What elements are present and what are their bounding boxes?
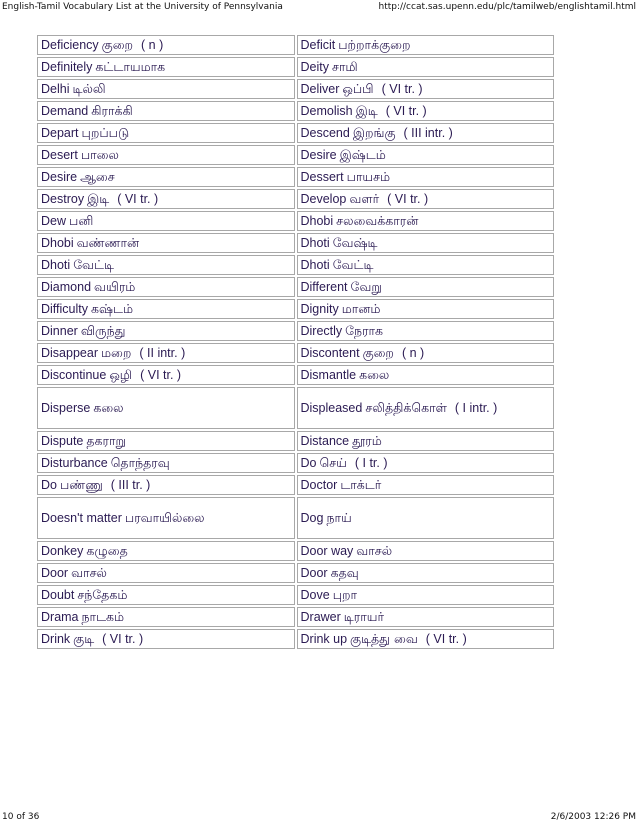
tamil-word: ஒழி: [109, 367, 133, 382]
grammar-note: ( VI tr. ): [140, 368, 182, 382]
table-row: [37, 101, 554, 121]
english-word: Directly: [300, 324, 343, 338]
tamil-word: ஆசை: [80, 169, 115, 184]
table-row: [37, 365, 554, 385]
table-row: [37, 255, 554, 275]
vocabulary-table-body: [37, 35, 554, 649]
tamil-word: குடித்து வை: [350, 631, 418, 646]
grammar-note: ( III intr. ): [403, 126, 453, 140]
english-word: Demolish: [300, 104, 353, 118]
table-row: [37, 145, 554, 165]
vocab-entry: [297, 255, 555, 275]
english-word: Distance: [300, 434, 350, 448]
vocab-entry: [37, 79, 295, 99]
grammar-note: ( VI tr. ): [117, 192, 159, 206]
tamil-word: வயிரம்: [94, 279, 136, 294]
table-row: [37, 343, 554, 363]
english-word: Demand: [41, 104, 89, 118]
english-word: Dismantle: [300, 368, 357, 382]
english-word: Desire: [300, 148, 337, 162]
vocab-entry: [37, 255, 295, 275]
vocab-entry: [297, 365, 555, 385]
table-row: [37, 629, 554, 649]
tamil-word: வளர்: [349, 191, 380, 206]
tamil-word: ஒப்பி: [342, 81, 374, 96]
vocab-entry: [37, 453, 295, 473]
english-word: Dhoti: [300, 236, 330, 250]
vocab-entry: [37, 299, 295, 319]
tamil-word: கலை: [359, 367, 390, 382]
tamil-word: டாக்டர்: [340, 477, 382, 492]
grammar-note: ( VI tr. ): [425, 632, 467, 646]
tamil-word: குறை: [362, 345, 394, 360]
english-word: Do: [41, 478, 57, 492]
tamil-word: புறப்படு: [81, 125, 130, 140]
tamil-word: தொந்தரவு: [110, 455, 170, 470]
tamil-word: டிராயர்: [343, 609, 384, 624]
english-word: Dog: [300, 511, 324, 525]
english-word: Disperse: [41, 401, 91, 415]
table-row: [37, 57, 554, 77]
english-word: Discontent: [300, 346, 360, 360]
english-word: Develop: [300, 192, 347, 206]
table-row: [37, 211, 554, 231]
vocab-entry: [297, 233, 555, 253]
tamil-word: இடி: [87, 191, 110, 206]
english-word: Discontinue: [41, 368, 107, 382]
tamil-word: புறா: [332, 587, 358, 602]
vocab-entry: [297, 321, 555, 341]
vocab-entry: [297, 431, 555, 451]
vocab-entry: [37, 475, 295, 495]
english-word: Descend: [300, 126, 350, 140]
grammar-note: ( VI tr. ): [385, 104, 427, 118]
vocab-entry: [37, 365, 295, 385]
english-word: Dew: [41, 214, 67, 228]
table-row: [37, 585, 554, 605]
tamil-word: இறங்கு: [352, 125, 396, 140]
vocab-entry: [37, 57, 295, 77]
tamil-word: பாலை: [80, 147, 119, 162]
table-row: [37, 79, 554, 99]
vocab-entry: [37, 101, 295, 121]
tamil-word: கஷ்டம்: [91, 301, 134, 316]
vocab-entry: [297, 387, 555, 429]
tamil-word: பரவாயில்லை: [124, 510, 205, 525]
vocab-entry: [297, 497, 555, 539]
tamil-word: இடி: [355, 103, 378, 118]
english-word: Definitely: [41, 60, 93, 74]
english-word: Donkey: [41, 544, 84, 558]
english-word: Dhobi: [300, 214, 334, 228]
tamil-word: கட்டாயமாக: [95, 59, 166, 74]
table-row: [37, 167, 554, 187]
table-row: [37, 497, 554, 539]
tamil-word: இஷ்டம்: [339, 147, 386, 162]
vocab-entry: [297, 101, 555, 121]
table-row: [37, 321, 554, 341]
tamil-word: பாயசம்: [346, 169, 391, 184]
tamil-word: வேறு: [350, 279, 382, 294]
table-row: [37, 475, 554, 495]
tamil-word: கழுதை: [86, 543, 128, 558]
tamil-word: வாசல்: [71, 565, 107, 580]
vocab-entry: [297, 629, 555, 649]
english-word: Displeased: [300, 401, 363, 415]
vocab-entry: [297, 585, 555, 605]
vocab-entry: [297, 57, 555, 77]
vocab-entry: [297, 79, 555, 99]
vocab-entry: [37, 343, 295, 363]
table-row: [37, 299, 554, 319]
tamil-word: பனி: [69, 213, 94, 228]
tamil-word: கிராக்கி: [91, 103, 133, 118]
vocab-entry: [297, 343, 555, 363]
vocab-entry: [297, 299, 555, 319]
grammar-note: ( I intr. ): [454, 401, 498, 415]
english-word: Different: [300, 280, 348, 294]
english-word: Door: [41, 566, 69, 580]
grammar-note: ( VI tr. ): [387, 192, 429, 206]
table-row: [37, 277, 554, 297]
print-footer: [0, 810, 638, 824]
english-word: Deliver: [300, 82, 340, 96]
english-word: Destroy: [41, 192, 85, 206]
english-word: Desire: [41, 170, 78, 184]
vocab-entry: [37, 387, 295, 429]
english-word: Drink: [41, 632, 71, 646]
tamil-word: மறை: [100, 345, 132, 360]
tamil-word: சலவைக்காரன்: [336, 213, 419, 228]
grammar-note: ( n ): [401, 346, 425, 360]
english-word: Delhi: [41, 82, 70, 96]
english-word: Dispute: [41, 434, 84, 448]
english-word: Do: [300, 456, 317, 470]
english-word: Drink up: [300, 632, 348, 646]
vocab-entry: [297, 563, 555, 583]
tamil-word: சாமி: [331, 59, 358, 74]
table-row: [37, 233, 554, 253]
tamil-word: வாசல்: [356, 543, 393, 558]
vocab-entry: [297, 167, 555, 187]
english-word: Dignity: [300, 302, 339, 316]
vocab-entry: [37, 189, 295, 209]
english-word: Doubt: [41, 588, 75, 602]
header-title: English-Tamil Vocabulary List at the University of Pennsylvania: [2, 2, 283, 12]
grammar-note: ( VI tr. ): [381, 82, 423, 96]
english-word: Drawer: [300, 610, 341, 624]
vocab-entry: [37, 233, 295, 253]
table-row: [37, 189, 554, 209]
print-header: [0, 0, 638, 14]
tamil-word: கலை: [93, 400, 124, 415]
tamil-word: தூரம்: [352, 433, 382, 448]
vocabulary-table: [35, 33, 556, 651]
english-word: Door: [300, 566, 328, 580]
vocab-entry: [297, 475, 555, 495]
tamil-word: பற்றாக்குறை: [338, 37, 411, 52]
english-word: Drama: [41, 610, 79, 624]
tamil-word: சந்தேகம்: [77, 587, 128, 602]
english-word: Deficit: [300, 38, 336, 52]
english-word: Doctor: [300, 478, 338, 492]
vocab-entry: [37, 541, 295, 561]
english-word: Dinner: [41, 324, 78, 338]
vocab-entry: [37, 321, 295, 341]
tamil-word: வேஷ்டி: [332, 235, 378, 250]
tamil-word: வேட்டி: [332, 257, 374, 272]
tamil-word: செய்: [319, 455, 347, 470]
english-word: Dhobi: [41, 236, 74, 250]
print-datetime: 2/6/2003 12:26 PM: [550, 812, 636, 822]
english-word: Doesn't matter: [41, 511, 122, 525]
vocab-entry: [37, 145, 295, 165]
tamil-word: குடி: [73, 631, 95, 646]
vocab-entry: [297, 277, 555, 297]
tamil-word: டில்லி: [72, 81, 106, 96]
header-url: http://ccat.sas.upenn.edu/plc/tamilweb/englishtamil.html: [378, 2, 636, 12]
english-word: Depart: [41, 126, 79, 140]
tamil-word: கதவு: [330, 565, 359, 580]
vocab-entry: [37, 585, 295, 605]
vocab-entry: [297, 541, 555, 561]
tamil-word: பண்ணு: [59, 477, 103, 492]
tamil-word: நேராக: [345, 323, 384, 338]
vocab-entry: [297, 145, 555, 165]
vocab-entry: [297, 453, 555, 473]
tamil-word: சலித்திக்கொள்: [365, 400, 447, 415]
grammar-note: ( III tr. ): [110, 478, 151, 492]
vocab-entry: [37, 629, 295, 649]
table-row: [37, 35, 554, 55]
english-word: Disturbance: [41, 456, 108, 470]
english-word: Deity: [300, 60, 329, 74]
english-word: Dessert: [300, 170, 344, 184]
vocab-entry: [297, 607, 555, 627]
vocab-entry: [37, 563, 295, 583]
grammar-note: ( I tr. ): [354, 456, 388, 470]
english-word: Door way: [300, 544, 354, 558]
tamil-word: தகராறு: [86, 433, 126, 448]
tamil-word: வேட்டி: [73, 257, 114, 272]
english-word: Dove: [300, 588, 330, 602]
table-row: [37, 607, 554, 627]
vocab-entry: [297, 35, 555, 55]
vocab-entry: [37, 431, 295, 451]
vocab-entry: [37, 211, 295, 231]
grammar-note: ( VI tr. ): [102, 632, 144, 646]
table-row: [37, 387, 554, 429]
vocab-entry: [37, 167, 295, 187]
tamil-word: விருந்து: [80, 323, 126, 338]
tamil-word: நாடகம்: [81, 609, 125, 624]
table-row: [37, 541, 554, 561]
tamil-word: குறை: [101, 37, 134, 52]
english-word: Deficiency: [41, 38, 99, 52]
table-row: [37, 431, 554, 451]
vocab-entry: [297, 211, 555, 231]
tamil-word: நாய்: [326, 510, 352, 525]
vocab-entry: [37, 607, 295, 627]
table-row: [37, 453, 554, 473]
english-word: Dhoti: [300, 258, 330, 272]
vocab-entry: [37, 123, 295, 143]
table-row: [37, 123, 554, 143]
grammar-note: ( n ): [141, 38, 164, 52]
vocab-entry: [37, 277, 295, 297]
table-row: [37, 563, 554, 583]
vocab-entry: [37, 497, 295, 539]
grammar-note: ( II intr. ): [139, 346, 186, 360]
vocab-entry: [37, 35, 295, 55]
tamil-word: வண்ணான்: [76, 235, 140, 250]
vocab-entry: [297, 123, 555, 143]
vocab-entry: [297, 189, 555, 209]
english-word: Desert: [41, 148, 78, 162]
english-word: Disappear: [41, 346, 98, 360]
english-word: Dhoti: [41, 258, 71, 272]
tamil-word: மானம்: [341, 301, 381, 316]
english-word: Difficulty: [41, 302, 89, 316]
page-number: 10 of 36: [2, 812, 40, 822]
english-word: Diamond: [41, 280, 92, 294]
